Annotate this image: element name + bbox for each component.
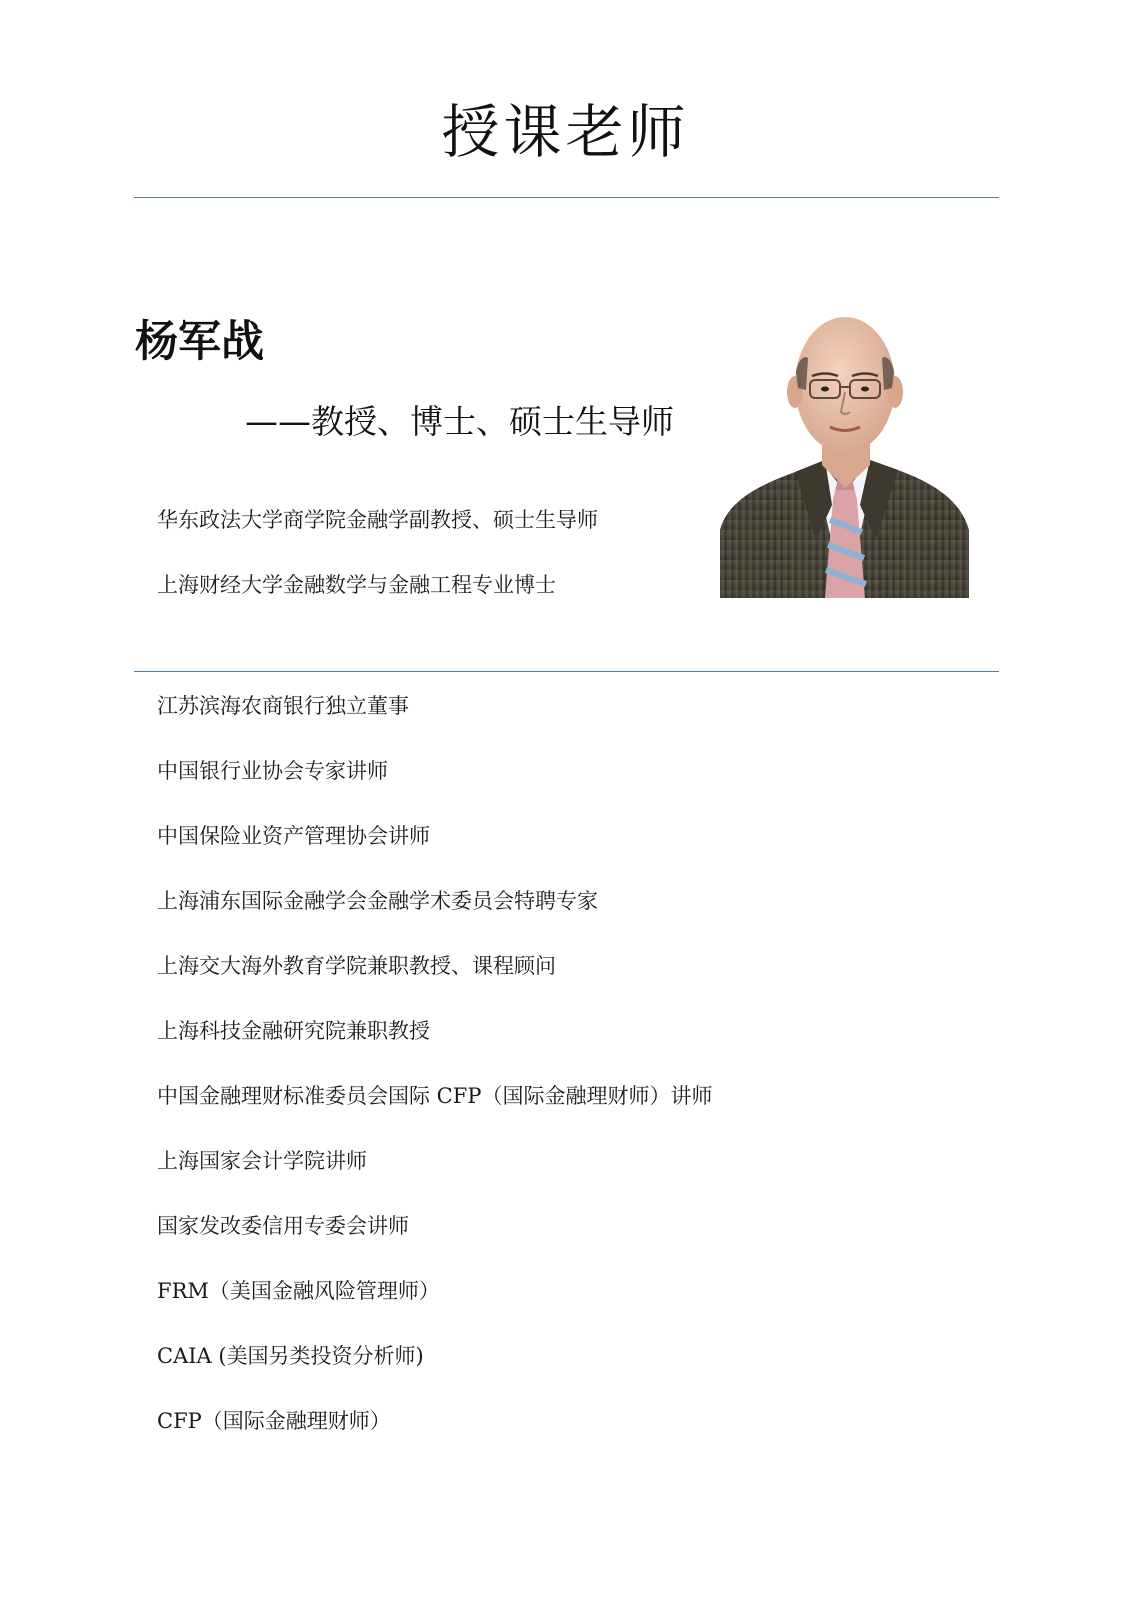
- role-item: 江苏滨海农商银行独立董事: [157, 694, 409, 718]
- role-item: CAIA (美国另类投资分析师): [157, 1344, 424, 1368]
- primary-line-2: 上海财经大学金融数学与金融工程专业博士: [157, 573, 556, 597]
- teacher-name: 杨军战: [135, 317, 264, 367]
- teacher-photo: [720, 300, 969, 598]
- page-title: 授课老师: [441, 98, 690, 166]
- role-item: 中国保险业资产管理协会讲师: [157, 824, 430, 848]
- role-item: 国家发改委信用专委会讲师: [157, 1214, 409, 1238]
- role-item: 上海交大海外教育学院兼职教授、课程顾问: [157, 954, 556, 978]
- role-item: CFP（国际金融理财师）: [157, 1409, 391, 1433]
- role-item: 中国金融理财标准委员会国际 CFP（国际金融理财师）讲师: [157, 1084, 713, 1108]
- section-divider: [134, 671, 999, 672]
- role-item: FRM（美国金融风险管理师）: [157, 1279, 440, 1303]
- role-item: 上海国家会计学院讲师: [157, 1149, 367, 1173]
- role-item: 中国银行业协会专家讲师: [157, 759, 388, 783]
- title-divider: [134, 197, 999, 198]
- role-item: 上海科技金融研究院兼职教授: [157, 1019, 430, 1043]
- primary-line-1: 华东政法大学商学院金融学副教授、硕士生导师: [157, 508, 598, 532]
- role-item: 上海浦东国际金融学会金融学术委员会特聘专家: [157, 889, 598, 913]
- teacher-titles: ——教授、博士、硕士生导师: [245, 402, 674, 441]
